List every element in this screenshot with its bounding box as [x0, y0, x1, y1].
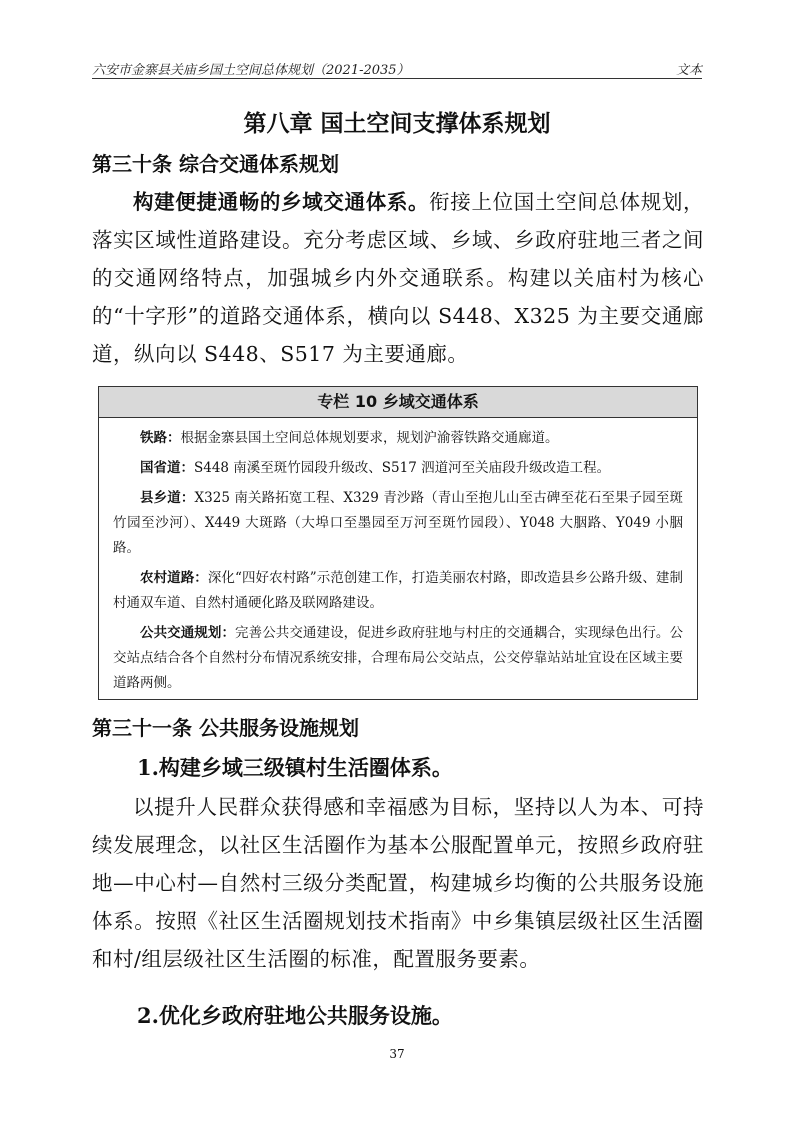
box-item-national-provincial-road	[113, 456, 683, 481]
box-item-label: 县乡道：	[140, 490, 195, 506]
box-item-public-transport	[113, 621, 683, 696]
box-item-text: 深化“四好农村路”示范创建工作，打造美丽农村路，即改造县乡公路升级、建制村通双车道、自然村通硬化路及联网路建设。	[113, 570, 683, 611]
article-31-subheading-2: 2.优化乡政府驻地公共服务设施。	[137, 1003, 453, 1028]
box-item-text: X325 南关路拓宽工程、X329 青沙路（青山至抱儿山至古碑至花石至果子园至斑竹园至沙河）、X449 大斑路（大埠口至墨园至万河至斑竹园段）、Y048 大胭路、Y049 小胭路。	[113, 490, 684, 556]
chapter-title: 第八章 国土空间支撑体系规划	[243, 111, 551, 137]
article-30-text: 衔接上位国土空间总体规划，落实区域性道路建设。充分考虑区域、乡域、乡政府驻地三者之间的交通网络特点，加强城乡内外交通联系。构建以关庙村为核心的“十字形”的道路交通体系，横向以 S448、X325 为主要交通廊道，纵向以 S448、S517 为主要通廊。	[92, 190, 705, 366]
header-document-title: 六安市金寨县关庙乡国土空间总体规划（2021-2035）	[92, 63, 410, 78]
box-item-county-township-road	[113, 486, 683, 561]
box-item-label: 国省道：	[140, 460, 194, 476]
article-30-lead: 构建便捷通畅的乡域交通体系。	[133, 190, 430, 214]
box-title: 专栏 10 乡域交通体系	[99, 387, 697, 418]
page-number: 37	[389, 1047, 405, 1061]
box-item-text: 根据金寨县国土空间总体规划要求，规划沪渝蓉铁路交通廊道。	[180, 430, 559, 446]
box-item-rural-road	[113, 566, 683, 616]
box-item-railway	[113, 426, 683, 451]
transport-column-box	[98, 386, 698, 700]
header-divider	[92, 78, 702, 79]
article-30-paragraph	[92, 183, 704, 373]
box-item-label: 农村道路：	[140, 570, 208, 586]
article-30-title: 第三十条 综合交通体系规划	[92, 152, 339, 176]
box-body	[99, 418, 697, 696]
box-item-text: 完善公共交通建设，促进乡政府驻地与村庄的交通耦合，实现绿色出行。公交站点结合各个自然村分布情况系统安排，合理布局公交站点，公交停靠站站址宜设在区域主要道路两侧。	[113, 625, 684, 691]
article-31-paragraph: 以提升人民群众获得感和幸福感为目标，坚持以人为本、可持续发展理念，以社区生活圈作为基本公服配置单元，按照乡政府驻地—中心村—自然村三级分类配置，构建城乡均衡的公共服务设施体系。按照《社区生活圈规划技术指南》中乡集镇层级社区生活圈和村/组层级社区生活圈的标准，配置服务要素。	[92, 795, 704, 971]
box-item-label: 公共交通规划：	[140, 625, 236, 641]
box-item-label: 铁路：	[140, 430, 181, 446]
box-item-text: S448 南溪至斑竹园段升级改、S517 泗道河至关庙段升级改造工程。	[194, 460, 611, 476]
running-header	[92, 59, 702, 79]
header-section-label: 文本	[675, 63, 702, 78]
article-31-subheading-1: 1.构建乡域三级镇村生活圈体系。	[137, 755, 453, 780]
article-31-title: 第三十一条 公共服务设施规划	[92, 716, 359, 740]
